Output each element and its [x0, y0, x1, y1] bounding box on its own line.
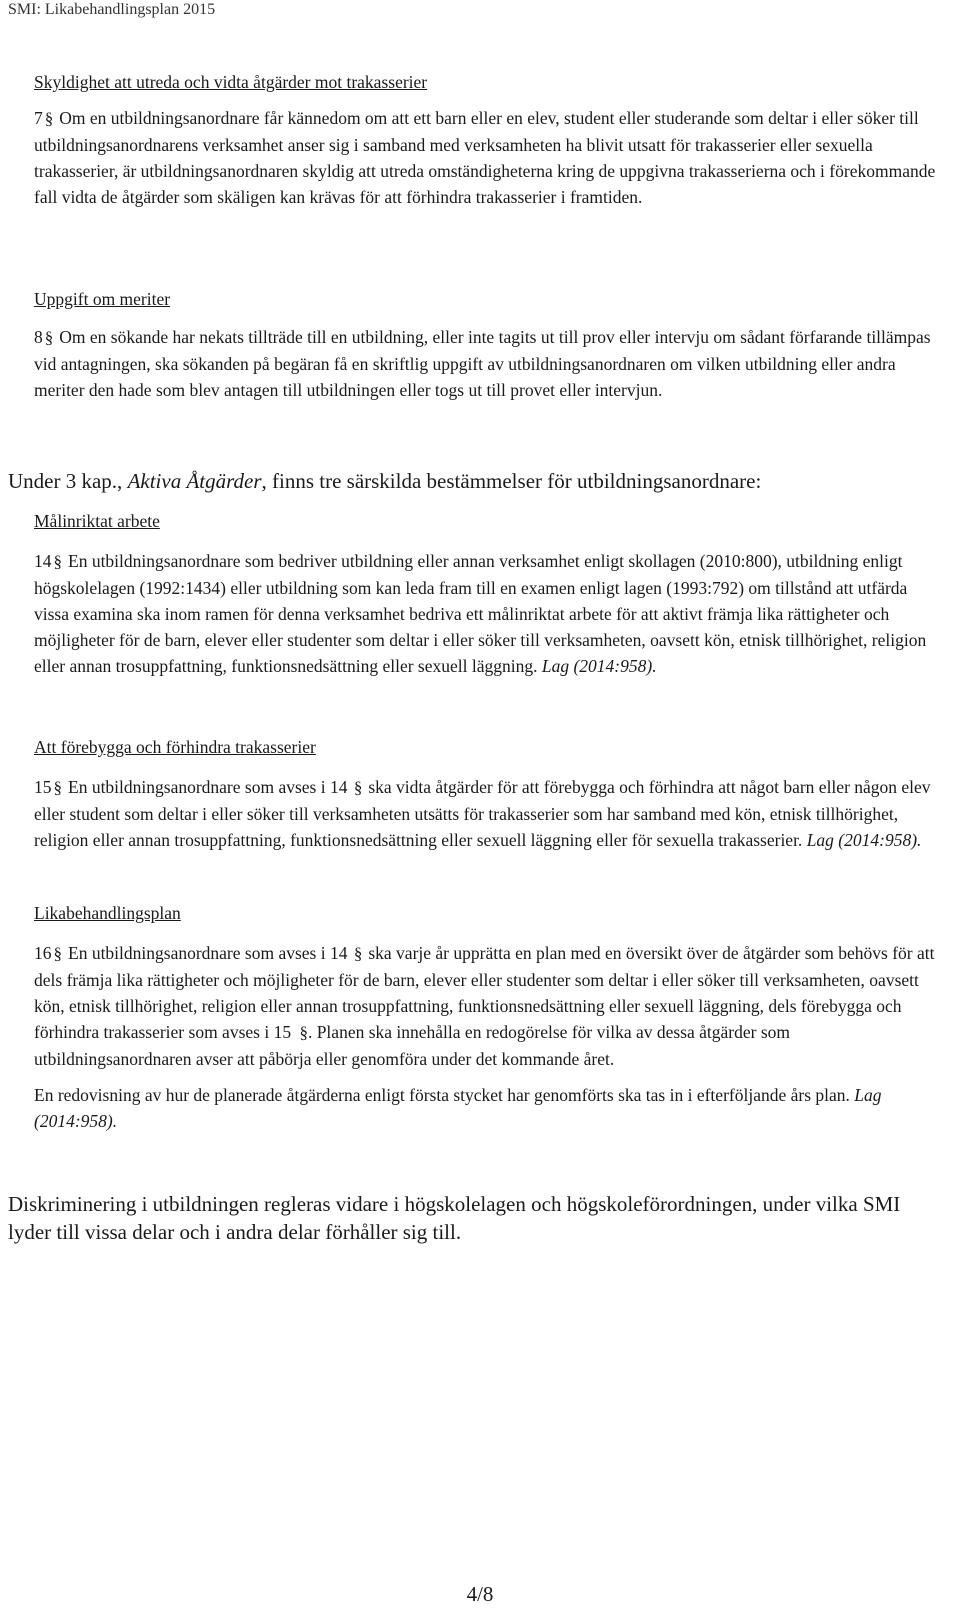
section-paragraph [34, 548, 940, 679]
section-heading: Att förebygga och förhindra trakasserier [34, 737, 316, 757]
section-paragraph [34, 324, 940, 403]
intro-text-end: , finns tre särskilda bestämmelser för utbildningsanordnare: [261, 469, 762, 493]
paragraph-text: En redovisning av hur de planerade åtgärderna enligt första stycket har genomförts ska tas in i efterföljande års plan. [34, 1085, 850, 1105]
closing-paragraph: Diskriminering i utbildningen regleras vidare i högskolelagen och högskoleförordningen, under vilka SMI lyder till vissa delar och i andra delar förhåller sig till. [8, 1192, 901, 1244]
section-sign-icon: § [53, 944, 62, 963]
section-heading: Likabehandlingsplan [34, 903, 181, 923]
paragraph-text: Om en utbildningsanordnare får kännedom om att ett barn eller en elev, student eller studerande som deltar i eller söker till utbildningsanordnarens verksamhet anser sig i samband med verksamheten ha blivit utsatt för trakasserier eller sexuella trakasserier, är utbildningsanordnaren skyldig att utreda omständigheterna kring de uppgivna trakasserierna och i förekommande fall vidta de åtgärder som skäligen kan krävas för att förhindra trakasserier i framtiden. [34, 108, 936, 207]
paragraph-number: 7 [34, 108, 43, 128]
document-header-title: SMI: Likabehandlingsplan 2015 [8, 1, 216, 18]
paragraph-text-continued: ska vidta åtgärder för att förebygga och förhindra att något barn eller någon elev eller student som deltar i eller söker till verksamheten utsätts för trakasserier som har samband med kön, etnisk tillhörighet, religion eller annan trosuppfattning, funktionsnedsättning eller sexuell läggning eller för sexuella trakasserier. [34, 777, 931, 850]
paragraph-text: En utbildningsanordnare som avses i 14 [68, 943, 348, 963]
law-reference: Lag (2014:958). [806, 830, 922, 850]
intro-text-start: Under 3 kap., [8, 469, 123, 493]
section-paragraph [34, 940, 940, 1072]
paragraph-number: 16 [34, 943, 52, 963]
section-sign-icon: § [44, 109, 54, 128]
paragraph-text: En utbildningsanordnare som bedriver utbildning eller annan verksamhet enligt skollagen (2010:800), utbildning enligt högskolelagen (1992:1434) eller utbildning som kan leda fram till en examen enligt lagen (1993:792) om tillstånd att utfärda vissa examina ska inom ramen för denna verksamhet bedriva ett målinriktat arbete för att aktivt främja lika rättigheter och möjligheter för de barn, elever eller studenter som deltar i eller söker till verksamheten, oavsett kön, etnisk tillhörighet, religion eller annan trosuppfattning, funktionsnedsättning eller sexuell läggning. [34, 551, 927, 676]
section-15 [34, 734, 940, 853]
section-16 [34, 900, 940, 1134]
section-7 [34, 69, 940, 210]
section-sign-icon: § [53, 778, 62, 797]
section-sign-icon: § [353, 778, 363, 797]
law-reference: Lag (2014:958). [34, 1085, 882, 1131]
paragraph-number: 14 [34, 551, 52, 571]
section-sign-icon: § [53, 552, 62, 571]
chapter-title-italic: Aktiva Åtgärder [127, 469, 262, 493]
law-reference: Lag (2014:958). [541, 656, 657, 676]
paragraph-text: Om en sökande har nekats tillträde till en utbildning, eller inte tagits ut till prov eller intervju om sådant förfarande tillämpas vid antagningen, ska sökanden på begäran få en skriftlig uppgift av utbildningsanordnaren om vilken utbildning eller andra meriter den hade som blev antagen till utbildningen eller togs ut till provet eller intervjun. [34, 327, 931, 400]
section-heading: Målinriktat arbete [34, 511, 160, 531]
paragraph-number: 8 [34, 327, 43, 347]
section-heading: Uppgift om meriter [34, 289, 171, 309]
intro-chapter-3 [8, 467, 938, 495]
paragraph-text: En utbildningsanordnare som avses i 14 [68, 777, 348, 797]
section-paragraph [34, 774, 940, 853]
section-14 [34, 508, 940, 679]
page-number: 4/8 [466, 1582, 494, 1606]
section-heading: Skyldighet att utreda och vidta åtgärder mot trakasserier [34, 72, 428, 92]
section-sign-icon: § [44, 328, 54, 347]
section-sign-icon: § [299, 1023, 308, 1042]
paragraph-text-end: . Planen ska innehålla en redogörelse för vilka av dessa åtgärder som utbildningsanordnaren avser att påbörja eller genomföra under det kommande året. [34, 1022, 791, 1069]
paragraph-number: 15 [34, 777, 52, 797]
paragraph-text-continued: ska varje år upprätta en plan med en översikt över de åtgärder som behövs för att dels främja lika rättigheter och möjligheter för de barn, elever eller studenter som deltar i eller söker till verksamheten, oavsett kön, etnisk tillhörighet, religion eller annan trosuppfattning, funktionsnedsättning eller sexuell läggning, dels förebygga och förhindra trakasserier som avses i 15 [34, 943, 935, 1042]
section-paragraph-2 [34, 1082, 940, 1134]
section-sign-icon: § [353, 944, 363, 963]
section-paragraph [34, 105, 940, 210]
section-8 [34, 286, 940, 403]
